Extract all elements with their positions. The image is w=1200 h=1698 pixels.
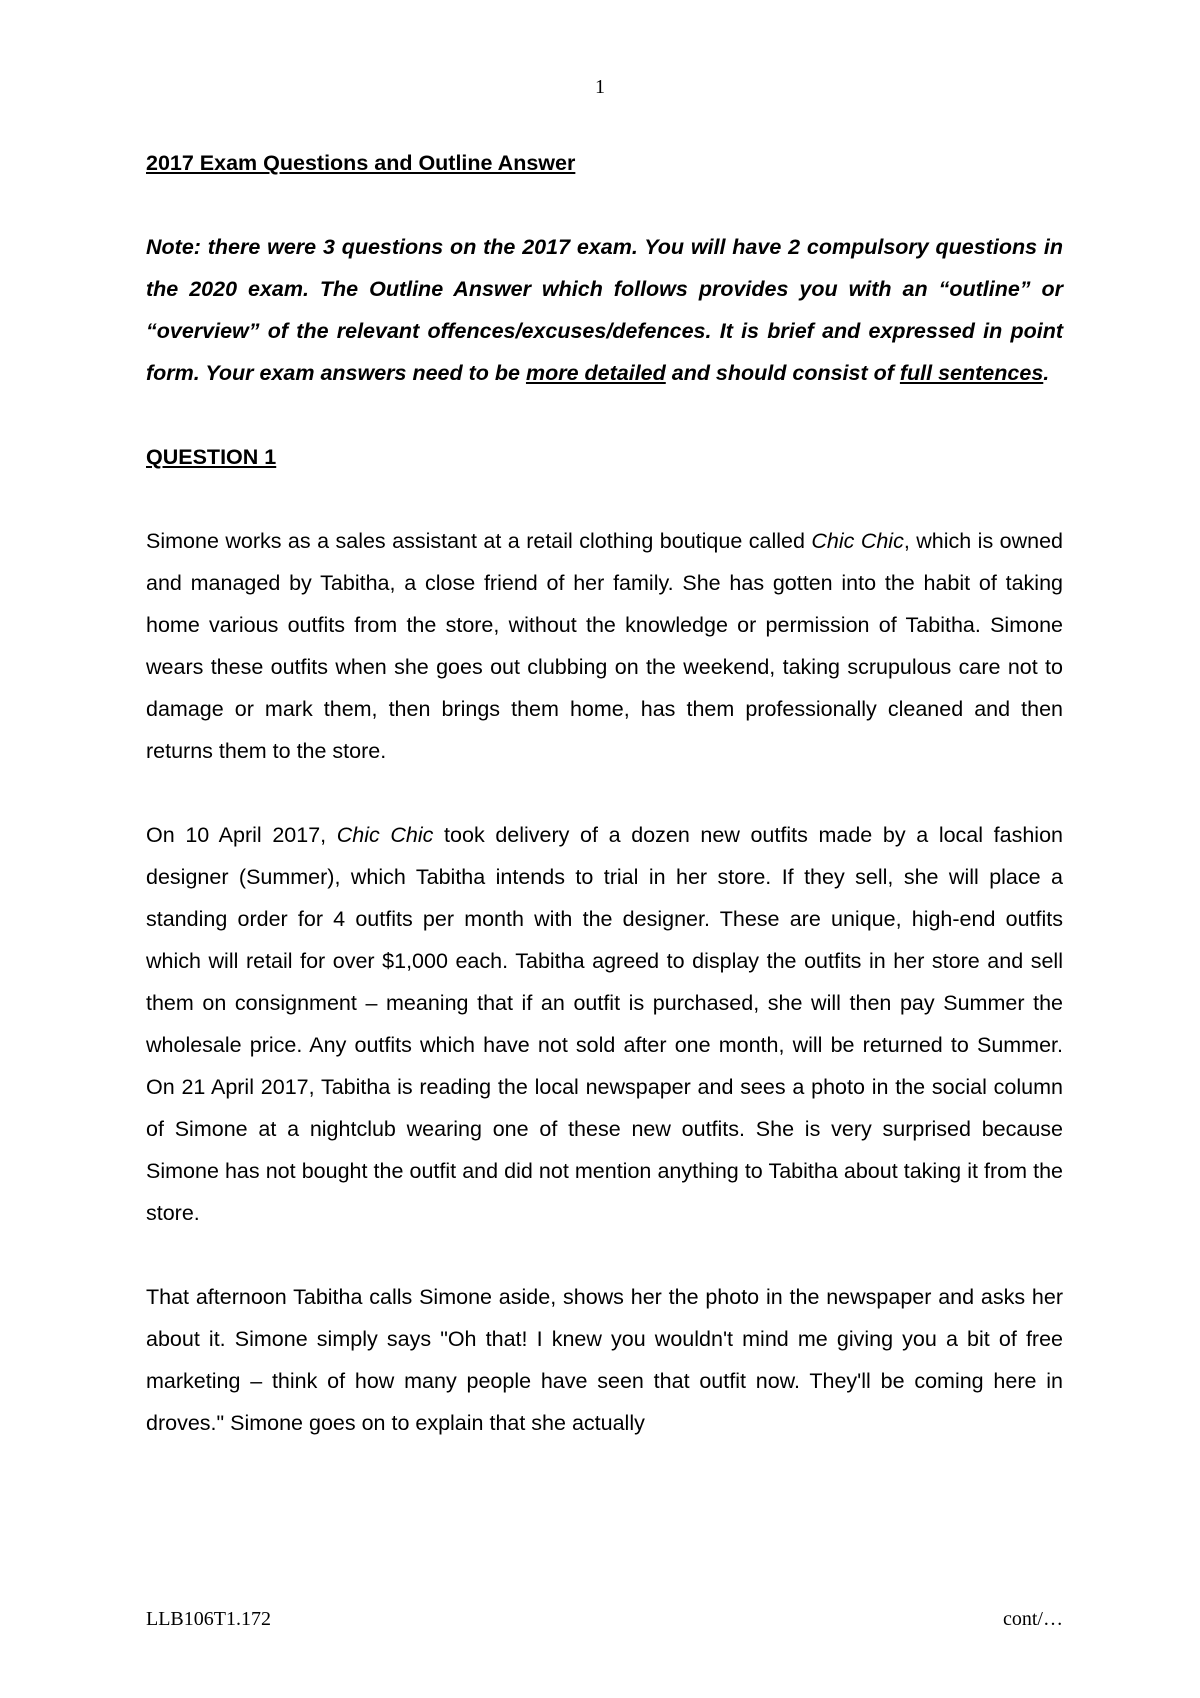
paragraph-text: Simone works as a sales assistant at a retail clothing boutique called — [146, 529, 812, 553]
document-title: 2017 Exam Questions and Outline Answer — [146, 151, 576, 175]
note-emphasis-more-detailed: more detailed — [525, 361, 666, 385]
note-text: and should consist of — [665, 361, 900, 385]
document-body — [146, 142, 1063, 1486]
note-emphasis-full-sentences: full sentences — [899, 361, 1044, 385]
question-heading: QUESTION 1 — [146, 445, 277, 469]
paragraph-1 — [146, 520, 1063, 772]
note-text: Note: there were 3 questions on the 2017 exam. You will have 2 compulsory questions in the 2020 exam. The Outline Answer which follows provides you with an “outline” or “overview” of the relevant offences/excuses/defences. It is brief and expressed in point form. Your exam answers need to be — [146, 235, 1063, 385]
store-name: Chic Chic — [811, 529, 904, 553]
exam-note — [146, 226, 1063, 394]
paragraph-text: On 10 April 2017, — [146, 823, 337, 847]
paragraph-2 — [146, 814, 1063, 1234]
paragraph-text: took delivery of a dozen new outfits made by a local fashion designer (Summer), which Tabitha intends to trial in her store. If they sell, she will place a standing order for 4 outfits per month with the designer. These are unique, high-end outfits which will retail for over $1,000 each. Tabitha agreed to display the outfits in her store and sell them on consignment – meaning that if an outfit is purchased, she will then pay Summer the wholesale price. Any outfits which have not sold after one month, will be returned to Summer. On 21 April 2017, Tabitha is reading the local newspaper and sees a photo in the social column of Simone at a nightclub wearing one of these new outfits. She is very surprised because Simone has not bought the outfit and did not mention anything to Tabitha about taking it from the store. — [146, 823, 1063, 1225]
note-text: . — [1043, 361, 1050, 385]
paragraph-text: , which is owned and managed by Tabitha, a close friend of her family. She has gotten into the habit of taking home various outfits from the store, without the knowledge or permission of Tabitha. Simone wears these outfits when she goes out clubbing on the weekend, taking scrupulous care not to damage or mark them, then brings them home, has them professionally cleaned and then returns them to the store. — [146, 529, 1063, 763]
footer-continued: cont/… — [1003, 1608, 1063, 1630]
footer-document-code: LLB106T1.172 — [146, 1608, 271, 1630]
store-name: Chic Chic — [336, 823, 434, 847]
paragraph-3: That afternoon Tabitha calls Simone aside, shows her the photo in the newspaper and asks her about it. Simone simply says "Oh that! I knew you wouldn't mind me giving you a bit of free marketing – think of how many people have seen that outfit now. They'll be coming here in droves." Simone goes on to explain that she actually — [146, 1285, 1063, 1435]
page-number: 1 — [595, 76, 605, 98]
